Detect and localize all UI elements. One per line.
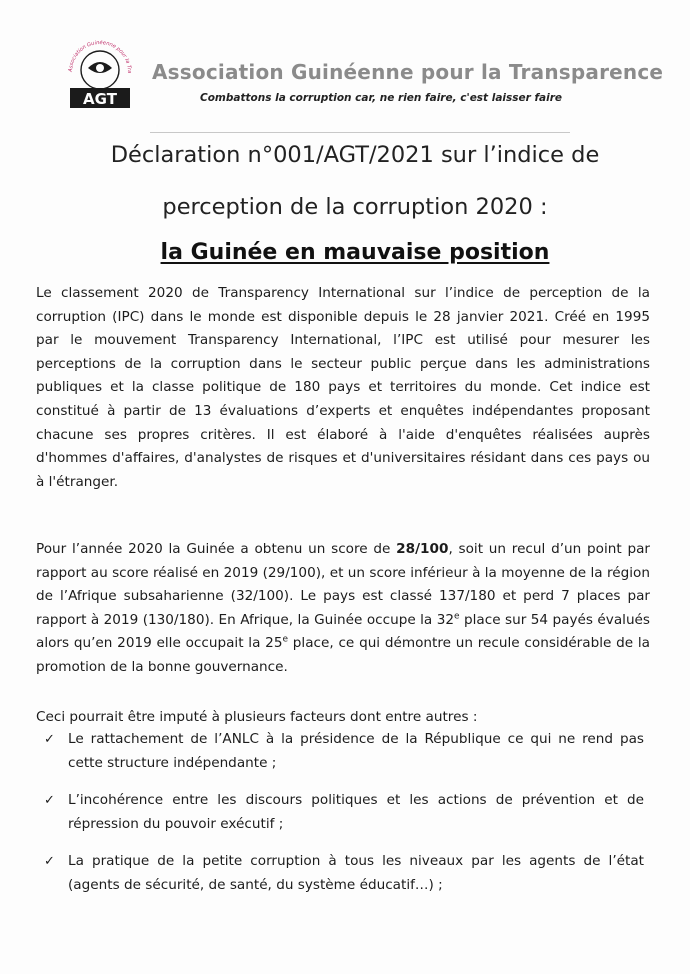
score-text-mid: place sur 54 payés évalués alors qu’en 2019 elle occupait la 25 bbox=[36, 611, 651, 652]
ordinal-superscript-1: e bbox=[454, 611, 460, 622]
paragraph-intro: Le classement 2020 de Transparency International sur l’indice de perception de la corruption (IPC) dans le monde est disponible depuis le 28 janvier 2021. Créé en 1995 par le mouvement Transparency International, l’IPC est utilisé pour mesurer les perceptions de la corruption dans le secteur public perçue dans les administrations publiques et la classe politique de 180 pays et territoires du monde. Cet indice est constitué à partir de 13 évaluations d’experts et enquêtes indépendantes proposant chacune ses propres critères. Il est élaboré à l'aide d'enquêtes réalisées auprès d'hommes d'affaires, d'analystes de risques et d'universitaires résidant dans ces pays ou à l'étranger. bbox=[36, 285, 650, 490]
list-item-text: Le rattachement de l’ANLC à la présidence de la République ce qui ne rend pas cette structure indépendante ; bbox=[68, 731, 644, 771]
header-divider bbox=[150, 132, 570, 133]
subtitle-text: la Guinée en mauvaise position bbox=[160, 240, 550, 265]
paragraph-score bbox=[36, 538, 650, 680]
title-line-2: perception de la corruption 2020 : bbox=[162, 194, 548, 220]
checkmark-icon: ✓ bbox=[44, 793, 55, 809]
agt-logo-graphic bbox=[60, 26, 140, 110]
logo-ring-text: Association Guinéenne pour la Tra bbox=[67, 39, 133, 74]
subtitle bbox=[40, 240, 670, 265]
list-item bbox=[44, 789, 644, 836]
ordinal-superscript-2: e bbox=[282, 634, 289, 645]
logo-text: AGT bbox=[83, 90, 117, 108]
score-text-before: Pour l’année 2020 la Guinée a obtenu un score de bbox=[36, 541, 397, 557]
list-item bbox=[44, 850, 644, 897]
score-text-end: place, ce qui démontre un recule considérable de la promotion de la bonne gouvernance. bbox=[36, 635, 651, 675]
paragraph-factors-intro: Ceci pourrait être imputé à plusieurs facteurs dont entre autres : bbox=[36, 709, 478, 725]
title-line-1: Déclaration n°001/AGT/2021 sur l’indice de bbox=[110, 142, 600, 168]
list-item bbox=[44, 728, 644, 775]
score-value: 28/100 bbox=[396, 541, 449, 557]
agt-logo bbox=[60, 26, 140, 110]
organization-name: Association Guinéenne pour la Transparence bbox=[152, 60, 664, 84]
checkmark-icon: ✓ bbox=[44, 854, 55, 870]
organization-motto: Combattons la corruption car, ne rien faire, c'est laisser faire bbox=[200, 92, 563, 104]
list-item-text: La pratique de la petite corruption à tous les niveaux par les agents de l’état (agents de sécurité, de santé, du système éducatif…) ; bbox=[68, 853, 644, 893]
list-item-text: L’incohérence entre les discours politiques et les actions de prévention et de répression du pouvoir exécutif ; bbox=[68, 792, 644, 832]
factors-list bbox=[44, 728, 644, 912]
score-text-after: , soit un recul d’un point par rapport au score réalisé en 2019 (29/100), et un score inférieur à la moyenne de la région de l’Afrique subsaharienne (32/100). Le pays est classé 137/180 et perd 7 places par rapport à 2019 (130/180). En Afrique, la Guinée occupe la 32 bbox=[36, 541, 650, 628]
checkmark-icon: ✓ bbox=[44, 732, 55, 747]
